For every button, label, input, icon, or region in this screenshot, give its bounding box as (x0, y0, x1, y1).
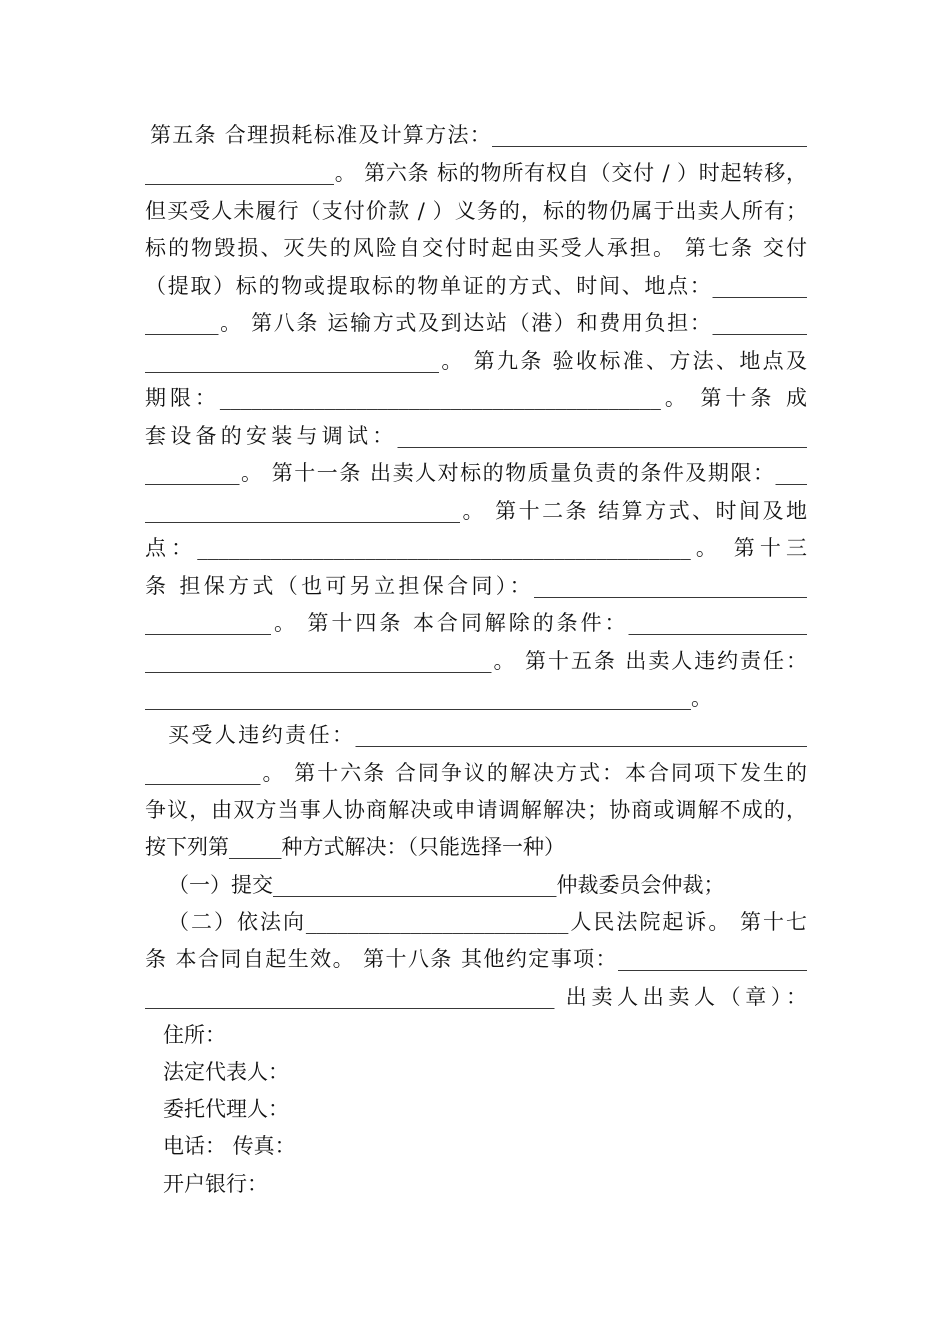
clause-9-line: ____________________________。 第九条 验收标准、方法、地点及 (145, 349, 807, 373)
clause-8-line: _______。 第八条 运输方式及到达站（港）和费用负担：_________ (145, 311, 807, 335)
clause-15-line-2: ____________________________________________________。 (145, 686, 712, 710)
clause-17-18-line: 条 本合同自起生效。 第十八条 其他约定事项：__________________ (145, 947, 807, 971)
seller-signature-line: _______________________________________ 出卖人出卖人（章）： (145, 985, 807, 1009)
clause-13-line: 点：_______________________________________________。 第十三 (145, 536, 807, 560)
phone-fax-label: 电话： 传真： (163, 1134, 296, 1158)
clause-7-line: 标的物毁损、灭失的风险自交付时起由买受人承担。 第七条 交付 (145, 236, 807, 260)
clause-6-line: __________________。 第六条 标的物所有权自（交付 / ）时起转移， (145, 161, 807, 185)
clause-7-line-2: （提取）标的物或提取标的物单证的方式、时间、地点：_________ (145, 274, 807, 298)
arbitration-option: （一）提交___________________________仲裁委员会仲裁； (168, 873, 725, 897)
litigation-option: （二）依法向_________________________人民法院起诉。 第十七 (168, 910, 807, 934)
clause-16-line-3: 按下列第_____种方式解决：（只能选择一种） (145, 835, 565, 859)
clause-13-line-2: 条 担保方式（也可另立担保合同）：__________________________ (145, 574, 807, 598)
buyer-liability-line: 买受人违约责任：___________________________________________ (168, 723, 807, 747)
clause-10-line-2: 套设备的安装与调试：_______________________________________ (145, 424, 807, 448)
clause-15-line: _________________________________。 第十五条 出卖人违约责任： (145, 649, 807, 673)
legal-representative-label: 法定代表人： (163, 1060, 289, 1084)
authorized-agent-label: 委托代理人： (163, 1097, 289, 1121)
clause-10-line: 期限：__________________________________________。 第十条 成 (145, 386, 807, 410)
clause-14-line: ____________。 第十四条 本合同解除的条件：_________________ (145, 611, 807, 635)
clause-6-line-2: 但买受人未履行（支付价款 / ）义务的，标的物仍属于出卖人所有； (145, 199, 807, 223)
clause-5-line: 第五条 合理损耗标准及计算方法：______________________________ (150, 123, 807, 147)
address-label: 住所： (163, 1023, 226, 1047)
clause-11-line: _________。 第十一条 出卖人对标的物质量负责的条件及期限：___ (145, 461, 807, 485)
bank-label: 开户银行： (163, 1172, 268, 1196)
clause-12-line: ______________________________。 第十二条 结算方式、时间及地 (145, 499, 807, 523)
clause-16-line: ___________。 第十六条 合同争议的解决方式：本合同项下发生的 (145, 761, 807, 785)
clause-16-line-2: 争议，由双方当事人协商解决或申请调解解决；协商或调解不成的， (145, 798, 807, 822)
